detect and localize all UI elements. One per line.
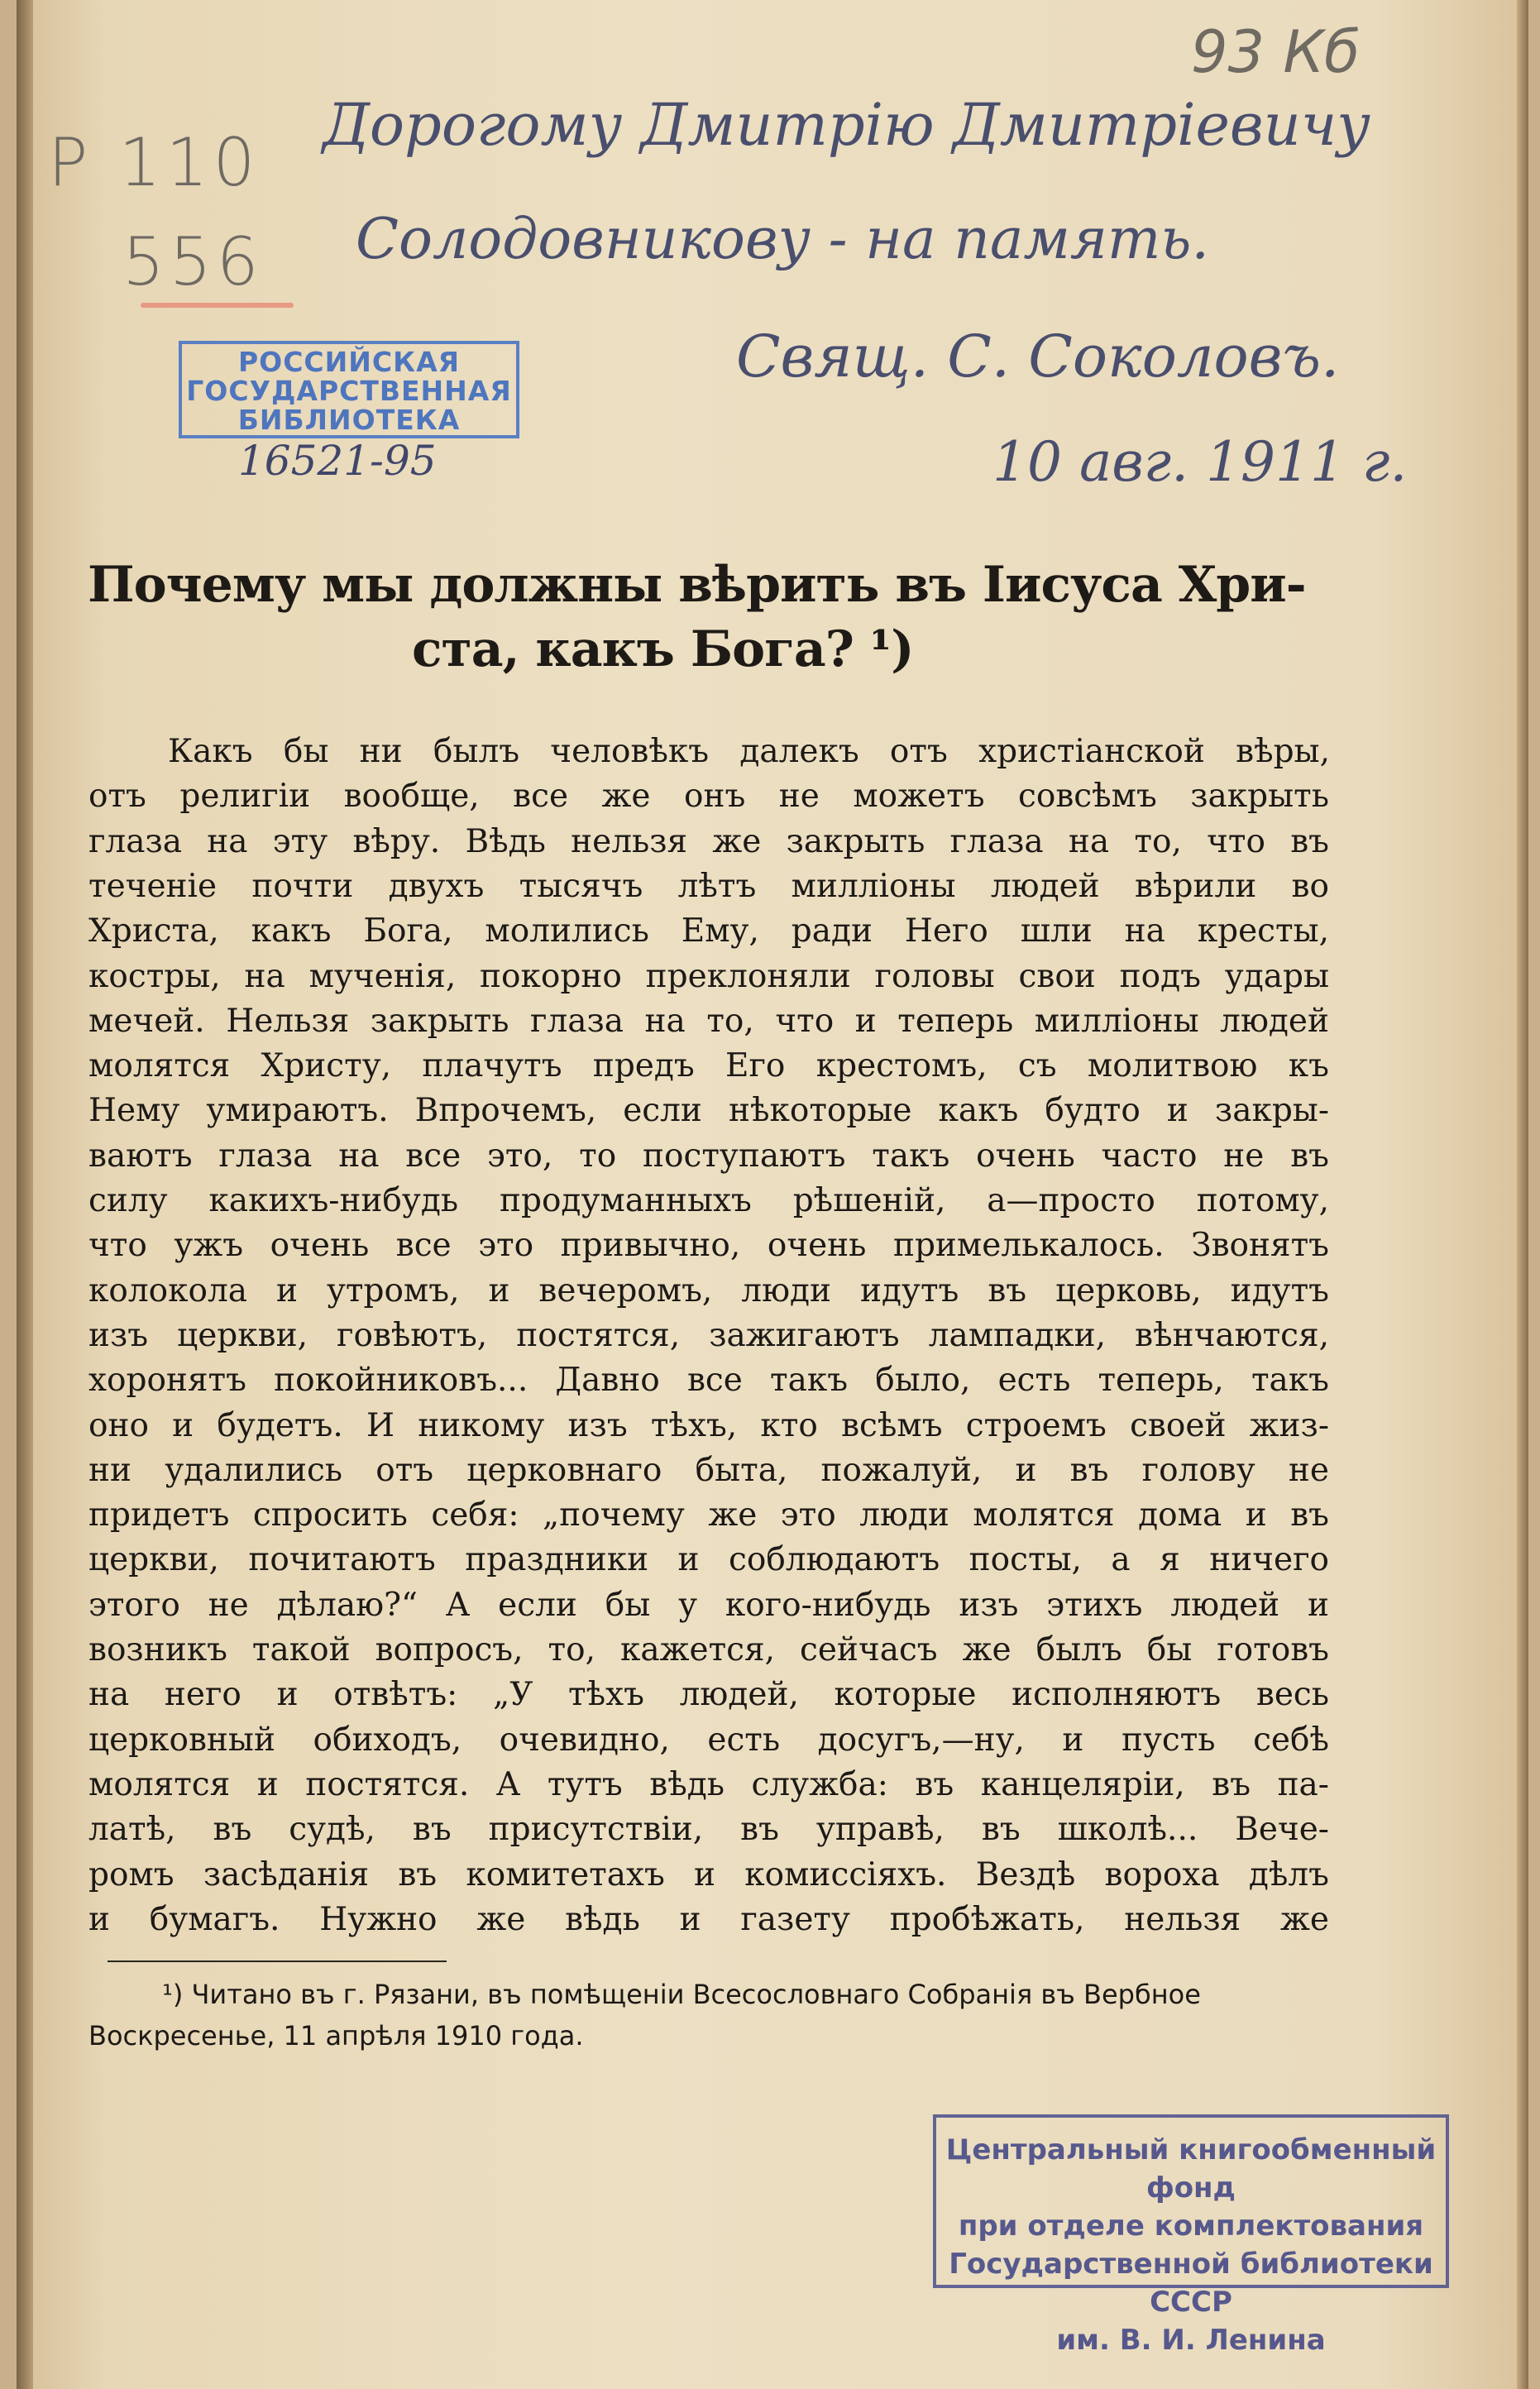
fund-stamp-line-1: Центральный книгообменный фонд (945, 2133, 1437, 2205)
body-line: мечей. Нельзя закрыть глаза на то, что и теперь милліоны людей (88, 1002, 1329, 1040)
page-edge-right (1517, 0, 1528, 2389)
library-stamp (179, 341, 519, 438)
body-line: ни удалились отъ церковнаго быта, пожалуй, и въ голову не (88, 1451, 1329, 1489)
body-line: Нему умираютъ. Впрочемъ, если нѣкоторые какъ будто и закры- (88, 1092, 1329, 1130)
library-stamp-line-3: БИБЛИОТЕКА (237, 404, 461, 436)
body-line: теченіе почти двухъ тысячъ лѣтъ милліоны людей вѣрили во (88, 867, 1329, 905)
body-line: изъ церкви, говѣютъ, постятся, зажигаютъ лампадки, вѣнчаются, (88, 1316, 1329, 1354)
shelf-mark-top: Р 110 (48, 124, 261, 201)
inscription-date: 10 авг. 1911 г. (992, 430, 1408, 494)
page-edge-left (17, 0, 33, 2389)
footnote-line-2: Воскресенье, 11 апрѣля 1910 года. (88, 2020, 584, 2051)
fund-stamp (933, 2114, 1449, 2357)
body-line: молятся Христу, плачутъ предъ Его крестомъ, съ молитвою къ (88, 1047, 1329, 1085)
body-line: Христа, какъ Бога, молились Ему, ради Него шли на кресты, (88, 912, 1329, 950)
body-line: молятся и постятся. А тутъ вѣдь служба: въ канцеляріи, въ па- (88, 1765, 1329, 1803)
body-line: придетъ спросить себя: „почему же это люди молятся дома и въ (88, 1496, 1329, 1534)
footnote-rule (108, 1961, 447, 1962)
red-underline (141, 303, 294, 308)
body-line: этого не дѣлаю?“ А если бы у кого-нибудь изъ этихъ людей и (88, 1586, 1329, 1624)
fund-stamp-line-3: Государственной библиотеки СССР (949, 2248, 1433, 2319)
body-line: оно и будетъ. И никому изъ тѣхъ, кто всѣмъ строемъ своей жиз- (88, 1406, 1329, 1444)
document-page (17, 0, 1528, 2389)
footnote-line-1: ¹) Читано въ г. Рязани, въ помѣщеніи Всесословнаго Собранія въ Вербное (162, 1979, 1201, 2010)
body-line: и бумагъ. Нужно же вѣдь и газету пробѣжать, нельзя же (88, 1900, 1329, 1938)
shelf-mark-bottom: 556 (122, 223, 264, 300)
body-line: хоронятъ покойниковъ... Давно все такъ было, есть теперь, такъ (88, 1362, 1329, 1400)
inscription-signature: Свящ. С. Соколовъ. (736, 323, 1340, 390)
body-line: латѣ, въ судѣ, въ присутствіи, въ управѣ, въ школѣ... Вече- (88, 1811, 1329, 1849)
body-line: ромъ засѣданія въ комитетахъ и комиссіяхъ. Вездѣ вороха дѣлъ (88, 1855, 1329, 1893)
body-line: силу какихъ-нибудь продуманныхъ рѣшеній, а—просто потому, (88, 1182, 1329, 1219)
title-line-1: Почему мы должны вѣрить въ Іисуса Хри- (88, 556, 1306, 614)
fund-stamp-line-2: при отделе комплектования (958, 2209, 1424, 2243)
body-line: колокола и утромъ, и вечеромъ, люди идутъ въ церковь, идутъ (88, 1271, 1329, 1309)
fund-stamp-line-4: им. В. И. Ленина (1056, 2324, 1326, 2357)
body-line: церковный обиходъ, очевидно, есть досугъ,—ну, и пусть себѣ (88, 1721, 1329, 1759)
body-line: костры, на мученія, покорно преклоняли головы свои подъ удары (88, 957, 1329, 995)
inscription-line-2: Солодовникову - на память. (356, 207, 1209, 272)
body-line: глаза на эту вѣру. Вѣдь нельзя же закрыть глаза на то, что въ (88, 822, 1329, 860)
inventory-number: 16521-95 (238, 437, 437, 485)
body-line: церкви, почитаютъ праздники и соблюдаютъ посты, а я ничего (88, 1541, 1329, 1579)
body-line: Какъ бы ни былъ человѣкъ далекъ отъ христіанской вѣры, (168, 733, 1330, 770)
inscription-line-1: Дорогому Дмитрію Дмитріевичу (323, 91, 1370, 159)
library-stamp-line-2: ГОСУДАРСТВЕННАЯ (186, 375, 512, 407)
title-line-2: ста, какъ Бога? ¹) (412, 620, 914, 678)
library-stamp-line-1: РОССИЙСКАЯ (237, 346, 461, 378)
pencil-mark-top-right: 93 Кб (1191, 18, 1361, 86)
body-line: ваютъ глаза на все это, то поступаютъ такъ очень часто не въ (88, 1137, 1329, 1175)
body-line: на него и отвѣтъ: „У тѣхъ людей, которые исполняютъ весь (88, 1676, 1329, 1714)
body-line: отъ религіи вообще, все же онъ не можетъ совсѣмъ закрыть (88, 778, 1329, 816)
body-line: возникъ такой вопросъ, то, кажется, сейчасъ же былъ бы готовъ (88, 1631, 1329, 1668)
body-line: что ужъ очень все это привычно, очень примелькалось. Звонятъ (88, 1227, 1329, 1265)
